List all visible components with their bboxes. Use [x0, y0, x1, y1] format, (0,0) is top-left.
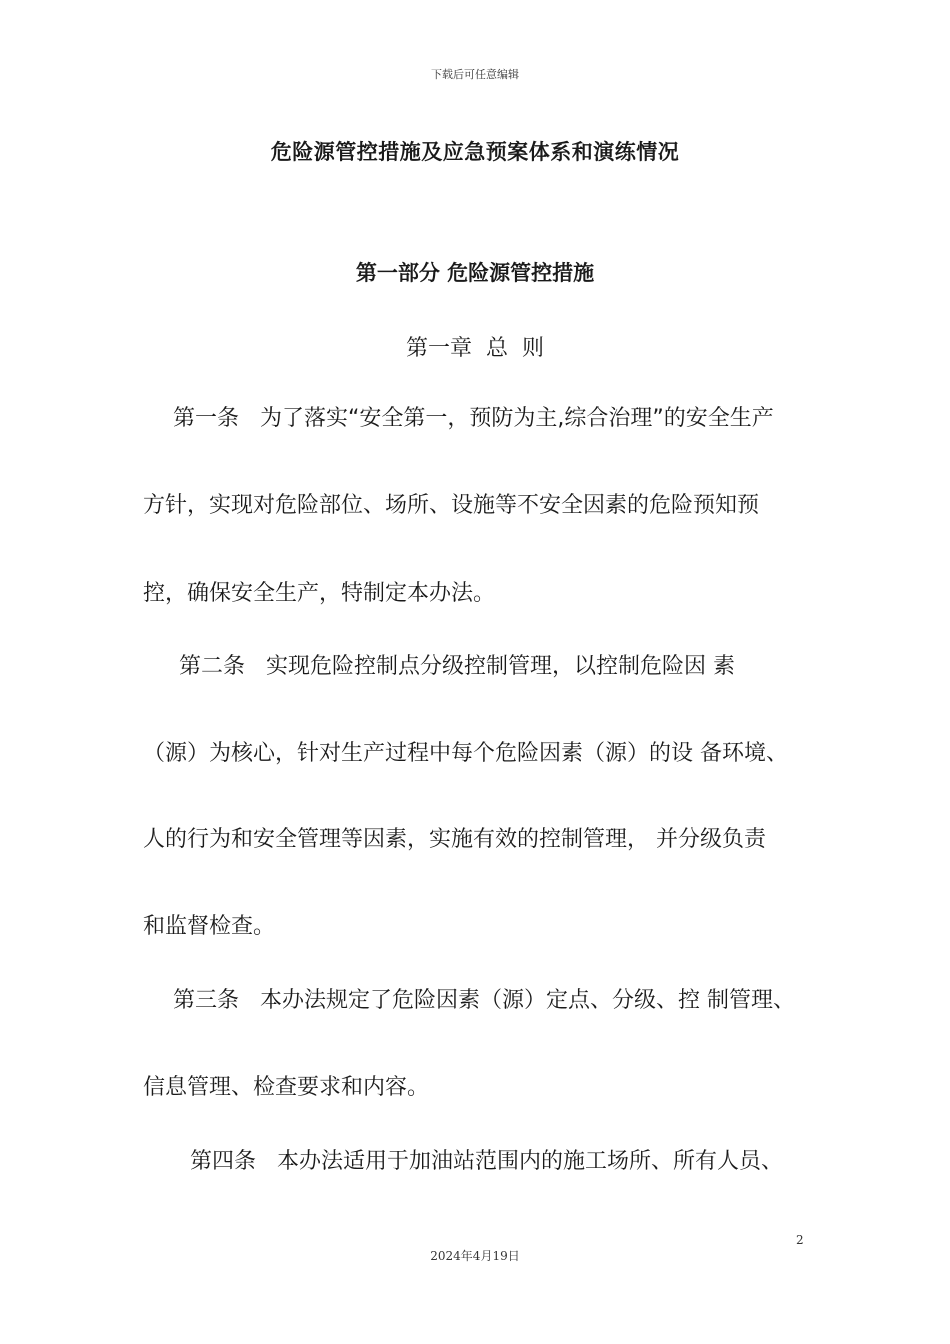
paragraph-line: 第四条 本办法适用于加油站范围内的施工场所、所有人员、: [190, 1149, 783, 1174]
paragraph-line: 控，确保安全生产，特制定本办法。: [143, 581, 496, 606]
document-title: 危险源管控措施及应急预案体系和演练情况: [270, 140, 680, 164]
paragraph-line: 人的行为和安全管理等因素，实施有效的控制管理， 并分级负责: [143, 827, 766, 852]
paragraph-line: 第三条 本办法规定了危险因素（源）定点、分级、控 制管理、: [173, 988, 795, 1013]
chapter-title: 第一章 总 则: [406, 336, 544, 361]
part-title: 第一部分 危险源管控措施: [355, 261, 595, 285]
paragraph-line: 方针，实现对危险部位、场所、设施等不安全因素的危险预知预: [143, 493, 760, 518]
header-note: 下载后可任意编辑: [431, 68, 519, 81]
page-number: 2: [796, 1233, 804, 1247]
footer-date: 2024年4月19日: [430, 1249, 520, 1263]
paragraph-line: 第二条 实现危险控制点分级控制管理，以控制危险因 素: [179, 654, 735, 679]
paragraph-line: 和监督检查。: [143, 914, 276, 939]
paragraph-line: 第一条 为了落实“安全第一，预防为主,综合治理”的安全生产: [173, 406, 774, 431]
paragraph-line: （源）为核心，针对生产过程中每个危险因素（源）的设 备环境、: [143, 741, 788, 766]
paragraph-line: 信息管理、检查要求和内容。: [143, 1075, 430, 1100]
